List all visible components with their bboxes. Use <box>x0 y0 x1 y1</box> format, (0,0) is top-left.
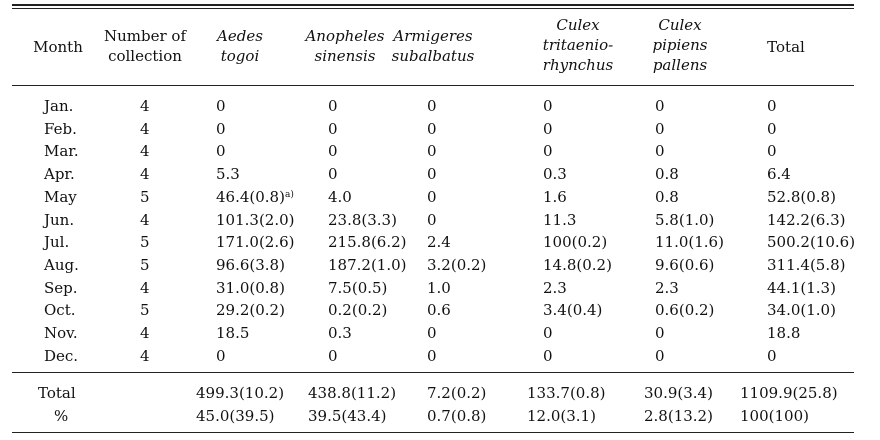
row-anopheles-sinensis: 0 <box>328 97 338 115</box>
row-armigeres-subalbatus: 2.4 <box>427 233 451 251</box>
row-armigeres-subalbatus: 1.0 <box>427 279 451 297</box>
row-aedes-togoi: 18.5 <box>216 324 250 342</box>
row-aedes-togoi: 0 <box>216 120 226 138</box>
row-armigeres-subalbatus: 0 <box>427 347 437 365</box>
row-armigeres-subalbatus: 0 <box>427 165 437 183</box>
top-rule <box>12 4 854 6</box>
row-month: Oct. <box>44 301 76 319</box>
header-line: Culex <box>556 16 600 34</box>
footnote-mark: a) <box>284 190 294 200</box>
total-row-month: Total <box>38 384 76 402</box>
row-aedes-togoi: 171.0(2.6) <box>216 233 295 251</box>
total-row-anopheles-sinensis: 438.8(11.2) <box>308 384 397 402</box>
row-collection-count: 5 <box>140 233 150 251</box>
row-culex-pipiens-pallens: 9.6(0.6) <box>655 256 715 274</box>
percent-row-anopheles-sinensis: 39.5(43.4) <box>308 407 387 425</box>
row-total: 6.4 <box>767 165 791 183</box>
header-line: subalbatus <box>391 47 475 65</box>
row-aedes-togoi <box>216 188 294 207</box>
header-total <box>736 37 836 57</box>
percent-row-month: % <box>54 407 69 425</box>
row-total: 52.8(0.8) <box>767 188 836 206</box>
row-anopheles-sinensis: 23.8(3.3) <box>328 211 397 229</box>
row-collection-count: 4 <box>140 142 150 160</box>
top-rule-inner <box>12 8 854 9</box>
row-anopheles-sinensis: 0 <box>328 120 338 138</box>
row-armigeres-subalbatus: 0 <box>427 211 437 229</box>
header-line: sinensis <box>314 47 376 65</box>
header-line: rhynchus <box>542 56 614 74</box>
row-anopheles-sinensis: 0.3 <box>328 324 352 342</box>
row-culex-pipiens-pallens: 2.3 <box>655 279 679 297</box>
row-month: Jan. <box>44 97 74 115</box>
header-line: Month <box>33 38 83 56</box>
header-line: Aedes <box>217 27 263 45</box>
row-collection-count: 4 <box>140 97 150 115</box>
cell-value: 46.4(0.8) <box>216 188 285 206</box>
row-month: Mar. <box>44 142 79 160</box>
percent-row-culex-pipiens-pallens: 2.8(13.2) <box>644 407 713 425</box>
row-culex-pipiens-pallens: 5.8(1.0) <box>655 211 715 229</box>
row-culex-tritaeniorhynchus: 100(0.2) <box>543 233 608 251</box>
row-month: Sep. <box>44 279 78 297</box>
total-row-culex-tritaeniorhynchus: 133.7(0.8) <box>527 384 606 402</box>
row-collection-count: 4 <box>140 279 150 297</box>
percent-row-armigeres-subalbatus: 0.7(0.8) <box>427 407 487 425</box>
row-month: Feb. <box>44 120 77 138</box>
header-line: Total <box>767 38 805 56</box>
row-total: 44.1(1.3) <box>767 279 836 297</box>
row-total: 500.2(10.6) <box>767 233 856 251</box>
row-aedes-togoi: 31.0(0.8) <box>216 279 285 297</box>
percent-row-total: 100(100) <box>740 407 809 425</box>
row-culex-pipiens-pallens: 11.0(1.6) <box>655 233 724 251</box>
row-anopheles-sinensis: 7.5(0.5) <box>328 279 388 297</box>
row-culex-tritaeniorhynchus: 0 <box>543 120 553 138</box>
row-total: 0 <box>767 347 777 365</box>
row-anopheles-sinensis: 4.0 <box>328 188 352 206</box>
row-total: 0 <box>767 142 777 160</box>
row-culex-tritaeniorhynchus: 0.3 <box>543 165 567 183</box>
header-line: pipiens <box>652 36 708 54</box>
header-month <box>18 37 98 57</box>
row-aedes-togoi: 0 <box>216 97 226 115</box>
header-line: Anopheles <box>305 27 385 45</box>
total-row-total: 1109.9(25.8) <box>740 384 838 402</box>
row-anopheles-sinensis: 0 <box>328 165 338 183</box>
row-collection-count: 4 <box>140 211 150 229</box>
row-culex-tritaeniorhynchus: 14.8(0.2) <box>543 256 612 274</box>
row-culex-pipiens-pallens: 0 <box>655 324 665 342</box>
row-total: 0 <box>767 97 777 115</box>
row-armigeres-subalbatus: 0 <box>427 324 437 342</box>
row-armigeres-subalbatus: 0.6 <box>427 301 451 319</box>
row-month: Nov. <box>44 324 78 342</box>
total-row-armigeres-subalbatus: 7.2(0.2) <box>427 384 487 402</box>
row-total: 311.4(5.8) <box>767 256 846 274</box>
header-line: togoi <box>220 47 260 65</box>
row-collection-count: 4 <box>140 347 150 365</box>
total-row-culex-pipiens-pallens: 30.9(3.4) <box>644 384 713 402</box>
row-aedes-togoi: 96.6(3.8) <box>216 256 285 274</box>
row-total: 0 <box>767 120 777 138</box>
row-culex-pipiens-pallens: 0 <box>655 142 665 160</box>
row-armigeres-subalbatus: 0 <box>427 97 437 115</box>
percent-row-aedes-togoi: 45.0(39.5) <box>196 407 275 425</box>
header-line: pallens <box>652 56 708 74</box>
row-aedes-togoi: 29.2(0.2) <box>216 301 285 319</box>
header-line: tritaenio- <box>542 36 614 54</box>
row-month: Apr. <box>44 165 75 183</box>
row-culex-pipiens-pallens: 0 <box>655 97 665 115</box>
header-line: Armigeres <box>393 27 473 45</box>
row-aedes-togoi: 5.3 <box>216 165 240 183</box>
row-armigeres-subalbatus: 0 <box>427 142 437 160</box>
row-total: 18.8 <box>767 324 801 342</box>
row-anopheles-sinensis: 0.2(0.2) <box>328 301 388 319</box>
percent-row-culex-tritaeniorhynchus: 12.0(3.1) <box>527 407 596 425</box>
header-culex-tritaeniorhynchus <box>523 15 633 75</box>
row-total: 34.0(1.0) <box>767 301 836 319</box>
row-culex-pipiens-pallens: 0 <box>655 120 665 138</box>
row-armigeres-subalbatus: 0 <box>427 120 437 138</box>
row-culex-tritaeniorhynchus: 0 <box>543 324 553 342</box>
header-culex-pipiens-pallens <box>630 15 730 75</box>
row-culex-tritaeniorhynchus: 11.3 <box>543 211 577 229</box>
row-culex-pipiens-pallens: 0.6(0.2) <box>655 301 715 319</box>
row-anopheles-sinensis: 0 <box>328 142 338 160</box>
row-month: Dec. <box>44 347 79 365</box>
row-collection-count: 4 <box>140 324 150 342</box>
row-month: Jun. <box>44 211 75 229</box>
header-collection-count <box>95 26 195 66</box>
row-aedes-togoi: 101.3(2.0) <box>216 211 295 229</box>
row-armigeres-subalbatus: 3.2(0.2) <box>427 256 487 274</box>
row-armigeres-subalbatus: 0 <box>427 188 437 206</box>
row-collection-count: 5 <box>140 188 150 206</box>
row-month: May <box>44 188 77 206</box>
header-aedes-togoi <box>195 26 285 66</box>
bottom-rule <box>12 432 854 433</box>
row-culex-pipiens-pallens: 0.8 <box>655 188 679 206</box>
row-culex-tritaeniorhynchus: 0 <box>543 347 553 365</box>
row-total: 142.2(6.3) <box>767 211 846 229</box>
row-culex-tritaeniorhynchus: 2.3 <box>543 279 567 297</box>
row-aedes-togoi: 0 <box>216 142 226 160</box>
row-month: Aug. <box>44 256 79 274</box>
header-line: collection <box>108 47 182 65</box>
header-line: Number of <box>103 27 186 45</box>
row-culex-tritaeniorhynchus: 0 <box>543 97 553 115</box>
row-collection-count: 5 <box>140 256 150 274</box>
row-month: Jul. <box>44 233 70 251</box>
row-anopheles-sinensis: 215.8(6.2) <box>328 233 407 251</box>
header-line: Culex <box>658 16 702 34</box>
row-collection-count: 4 <box>140 165 150 183</box>
row-culex-tritaeniorhynchus: 1.6 <box>543 188 567 206</box>
row-aedes-togoi: 0 <box>216 347 226 365</box>
row-culex-tritaeniorhynchus: 0 <box>543 142 553 160</box>
row-culex-tritaeniorhynchus: 3.4(0.4) <box>543 301 603 319</box>
row-collection-count: 4 <box>140 120 150 138</box>
header-rule <box>12 85 854 86</box>
row-anopheles-sinensis: 187.2(1.0) <box>328 256 407 274</box>
row-collection-count: 5 <box>140 301 150 319</box>
body-rule <box>12 372 854 373</box>
row-culex-pipiens-pallens: 0.8 <box>655 165 679 183</box>
header-armigeres-subalbatus <box>383 26 483 66</box>
row-culex-pipiens-pallens: 0 <box>655 347 665 365</box>
row-anopheles-sinensis: 0 <box>328 347 338 365</box>
total-row-aedes-togoi: 499.3(10.2) <box>196 384 285 402</box>
